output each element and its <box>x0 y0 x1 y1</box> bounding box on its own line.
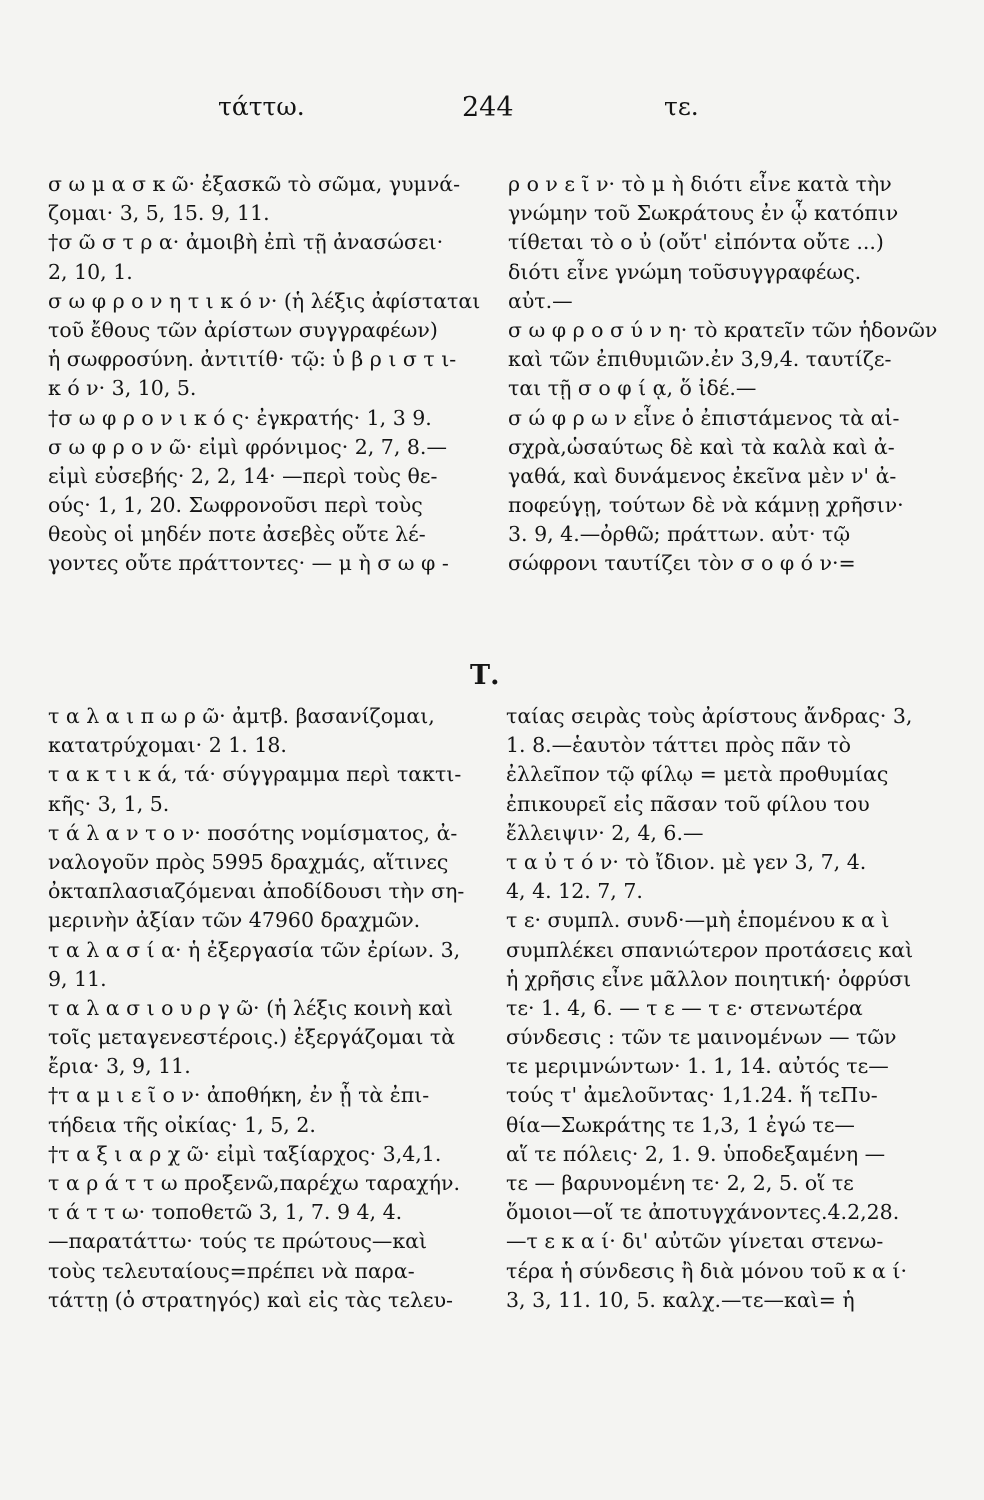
entry-line: τε μεριμνώντων· 1. 1, 14. αὐτός τε— <box>506 1054 889 1079</box>
entry-line: σ ω φ ρ ο σ ύ ν η· τὸ κρατεῖν τῶν ἡδονῶν <box>508 317 938 342</box>
entry-line: τ ε· συμπλ. συνδ·—μὴ ἑπομένου κ α ὶ <box>506 908 890 933</box>
entry-line: †σ ω φ ρ ο ν ι κ ό ς· ἐγκρατής· 1, 3 9. <box>48 405 432 430</box>
entry-line: εἰμὶ εὐσεβής· 2, 2, 14· —περὶ τοὺς θε- <box>48 463 438 488</box>
entry-line: γοντες οὔτε πράττοντες· — μ ὴ σ ω φ - <box>48 551 449 576</box>
entry-line: τε· 1. 4, 6. — τ ε — τ ε· στενωτέρα <box>506 995 863 1020</box>
entry-line: τέρα ἡ σύνδεσις ἢ διὰ μόνου τοῦ κ α ί· <box>506 1258 907 1283</box>
entry-line: τοῦ ἔθους τῶν ἀρίστων συγγραφέων) <box>48 317 438 342</box>
page-number: 244 <box>462 92 514 123</box>
entry-line: ρ ο ν ε ῖ ν· τὸ μ ὴ διότι εἶνε κατὰ τὴν <box>508 172 892 196</box>
entry-line: σ ω φ ρ ο ν ῶ· εἰμὶ φρόνιμος· 2, 7, 8.— <box>48 434 447 459</box>
running-head-left: τάττω. <box>218 92 305 121</box>
entry-line: τοὺς τελευταίους=πρέπει νὰ παρα- <box>48 1258 415 1283</box>
entry-line: ὀκταπλασιαζόμεναι ἀποδίδουσι τὴν ση- <box>48 879 465 904</box>
lower-left-column <box>48 702 480 1315</box>
running-head-right: τε. <box>664 92 699 121</box>
entry-line: τ ά λ α ν τ ο ν· ποσότης νομίσματος, ἀ- <box>48 820 458 845</box>
entry-line: τ α κ τ ι κ ά, τά· σύγγραμμα περὶ τακτι- <box>48 762 462 787</box>
entry-line: θεοὺς οἱ μηδέν ποτε ἀσεβὲς οὔτε λέ- <box>48 522 426 547</box>
entry-line: †σ ῶ σ τ ρ α· ἀμοιβὴ ἐπὶ τῇ ἀνασώσει· <box>48 230 444 255</box>
entry-line: τ ά τ τ ω· τοποθετῶ 3, 1, 7. 9 4, 4. <box>48 1200 403 1225</box>
entry-line: 9, 11. <box>48 966 107 991</box>
entry-line: σ ω φ ρ ο ν η τ ι κ ό ν· (ἡ λέξις ἀφίσταται <box>48 288 480 313</box>
entry-line: σώφρονι ταυτίζει τὸν σ ο φ ό ν·= <box>508 551 856 576</box>
entry-line: σύνδεσις : τῶν τε μαινομένων — τῶν <box>506 1025 897 1050</box>
upper-right-column <box>508 170 940 579</box>
entry-line: ναλογοῦν πρὸς 5995 δραχμάς, αἵτινες <box>48 849 449 874</box>
entry-line: ταίας σειρὰς τοὺς ἀρίστους ἄνδρας· 3, <box>506 704 913 728</box>
entry-line: σ ω μ α σ κ ῶ· ἐξασκῶ τὸ σῶμα, γυμνά- <box>48 172 461 196</box>
entry-line: τε — βαρυνομένη τε· 2, 2, 5. οἵ τε <box>506 1171 854 1195</box>
entry-line: †τ α ξ ι α ρ χ ῶ· εἰμὶ ταξίαρχος· 3,4,1. <box>48 1141 442 1166</box>
entry-line: τ α λ α σ ί α· ἡ ἐξεργασία τῶν ἐρίων. 3, <box>48 937 461 962</box>
entry-line: τίθεται τὸ ο ὐ (οὔτ' εἰπόντα οὔτε ...) <box>508 230 884 255</box>
entry-line: †τ α μ ι ε ῖ ο ν· ἀποθήκη, ἐν ᾗ τὰ ἐπι- <box>48 1083 430 1108</box>
entry-line: ται τῇ σ ο φ ί ᾳ, ὅ ἰδέ.— <box>508 376 757 401</box>
entry-line: γνώμην τοῦ Σωκράτους ἐν ᾧ κατόπιν <box>508 201 899 226</box>
entry-line: τ α ρ ά τ τ ω προξενῶ,παρέχω ταραχήν. <box>48 1171 460 1195</box>
upper-left-column <box>48 170 480 579</box>
entry-line: ἔρια· 3, 9, 11. <box>48 1054 191 1079</box>
entry-line: καὶ τῶν ἐπιθυμιῶν.ἐν 3,9,4. ταυτίζε- <box>508 347 892 372</box>
entry-line: τούς τ' ἀμελοῦντας· 1,1.24. ἥ τεΠυ- <box>506 1083 878 1108</box>
entry-line: τ α λ α σ ι ο υ ρ γ ῶ· (ἡ λέξις κοινὴ καὶ <box>48 995 453 1020</box>
entry-line: ὅμοιοι—οἵ τε ἀποτυγχάνοντες.4.2,28. <box>506 1200 900 1225</box>
entry-line: κατατρύχομαι· 2 1. 18. <box>48 733 287 758</box>
entry-line: ζομαι· 3, 5, 15. 9, 11. <box>48 201 270 226</box>
entry-line: ούς· 1, 1, 20. Σωφρονοῦσι περὶ τοὺς <box>48 493 423 518</box>
entry-line: σ ώ φ ρ ω ν εἶνε ὁ ἐπιστάμενος τὰ αἰ- <box>508 405 900 430</box>
entry-line: 2, 10, 1. <box>48 259 133 284</box>
entry-line: ἐλλεῖπον τῷ φίλῳ = μετὰ προθυμίας <box>506 762 889 787</box>
entry-line: ἡ χρῆσις εἶνε μᾶλλον ποιητική· ὀφρύσι <box>506 966 912 991</box>
lower-right-column <box>506 702 938 1315</box>
entry-line: μερινὴν ἀξίαν τῶν 47960 δραχμῶν. <box>48 908 421 933</box>
entry-line: —τ ε κ α ί· δι' αὐτῶν γίνεται στενω- <box>506 1229 884 1254</box>
entry-line: τήδεια τῆς οἰκίας· 1, 5, 2. <box>48 1112 316 1137</box>
entry-line: θία—Σωκράτης τε 1,3, 1 ἐγώ τε— <box>506 1112 855 1137</box>
entry-line: ἡ σωφροσύνη. ἀντιτίθ· τῷ: ὑ β ρ ι σ τ ι- <box>48 347 457 372</box>
entry-line: 3, 3, 11. 10, 5. καλχ.—τε—καὶ= ἡ <box>506 1287 855 1312</box>
entry-line: ἐπικουρεῖ εἰς πᾶσαν τοῦ φίλου του <box>506 791 870 816</box>
entry-line: κῆς· 3, 1, 5. <box>48 791 170 816</box>
section-letter-heading: Τ. <box>470 660 500 691</box>
entry-line: διότι εἶνε γνώμη τοῦσυγγραφέως. <box>508 259 862 284</box>
entry-line: 4, 4. 12. 7, 7. <box>506 879 643 904</box>
entry-line: 3. 9, 4.—ὀρθῶ; πράττων. αὐτ· τῷ <box>508 522 851 547</box>
entry-line: τ α λ α ι π ω ρ ῶ· ἀμτβ. βασανίζομαι, <box>48 704 435 728</box>
entry-line: τοῖς μεταγενεστέροις.) ἐξεργάζομαι τὰ <box>48 1025 456 1050</box>
entry-line: ποφεύγῃ, τούτων δὲ νὰ κάμνῃ χρῆσιν· <box>508 493 904 518</box>
entry-line: τάττῃ (ὁ στρατηγός) καὶ εἰς τὰς τελευ- <box>48 1287 453 1312</box>
entry-line: κ ό ν· 3, 10, 5. <box>48 376 197 401</box>
entry-line: αἵ τε πόλεις· 2, 1. 9. ὑποδεξαμένη — <box>506 1141 886 1166</box>
entry-line: αὐτ.— <box>508 288 573 313</box>
entry-line: ἔλλειψιν· 2, 4, 6.— <box>506 820 704 845</box>
entry-line: συμπλέκει σπανιώτερον προτάσεις καὶ <box>506 937 914 962</box>
entry-line: σχρὰ,ὡσαύτως δὲ καὶ τὰ καλὰ καὶ ἀ- <box>508 434 895 459</box>
entry-line: γαθά, καὶ δυνάμενος ἐκεῖνα μὲν ν' ἀ- <box>508 463 897 488</box>
entry-line: τ α ὐ τ ό ν· τὸ ἴδιον. μὲ γεν 3, 7, 4. <box>506 849 867 874</box>
entry-line: —παρατάττω· τούς τε πρώτους—καὶ <box>48 1229 428 1254</box>
entry-line: 1. 8.—ἑαυτὸν τάττει πρὸς πᾶν τὸ <box>506 733 851 758</box>
